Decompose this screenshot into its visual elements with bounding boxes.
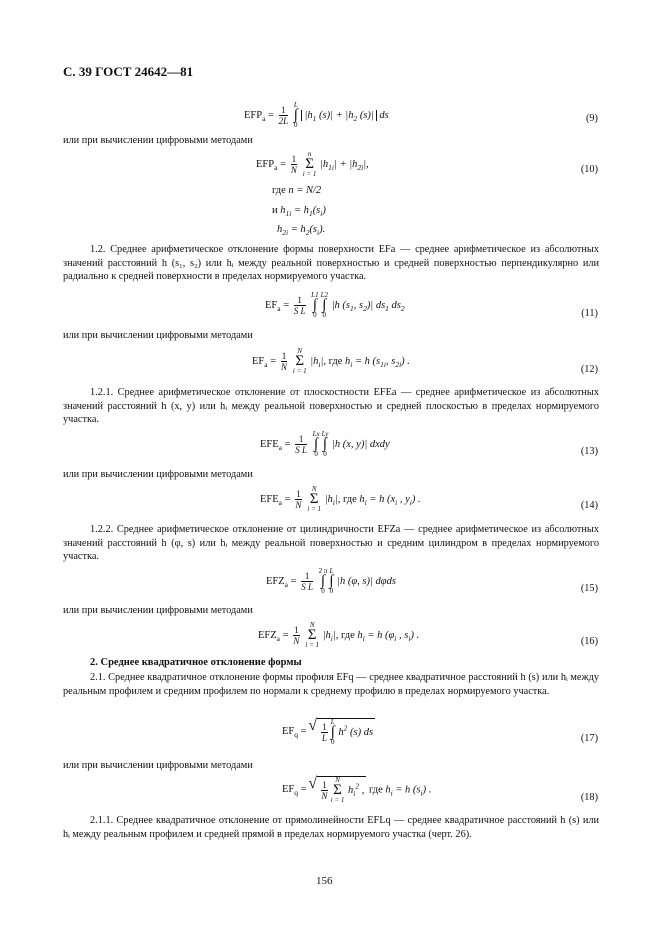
formula-10: $EFP_a$ = $\frac{1}{N}$ n Σ i = 1 $|h_{1i}| + |h_{2i}|$, <box>256 150 369 178</box>
equation-number-9: (9) <box>585 113 598 124</box>
digital-methods-label: или при вычислении цифровыми методами <box>63 135 253 146</box>
digital-methods-label: или при вычислении цифровыми методами <box>63 469 253 480</box>
equation-number-17: (17) <box>580 733 598 744</box>
formula-11: $EF_a$ = $\frac{1}{\text{S L}}$ L1 ∫ 0 L2 ∫ 0 |h ($s_1$, $s_2)|$ $ds_1$ $ds_2$ <box>265 291 405 319</box>
paragraph-1-2: 1.2. Среднее арифметическое отклонение формы поверхности EFa — среднее арифметическое из абсолютных значений расстояний h (s₁, s₂) или hᵢ между реальной поверхностью и средней поверхностью перпендикулярно или радиально к средней поверхности в пределах нормируемого участка. <box>63 244 599 283</box>
equation-number-15: (15) <box>580 583 598 594</box>
page-header: С. 39 ГОСТ 24642—81 <box>63 64 194 79</box>
digital-methods-label: или при вычислении цифровыми методами <box>63 760 253 771</box>
paragraph-2-1: 2.1. Среднее квадратичное отклонение формы профиля EFq — среднее квадратичное расстояний h (s) или hᵢ между реальным профилем и средним профилем по нормали к среднему профилю в пределах нормируемого участка. <box>63 672 599 697</box>
equation-number-16: (16) <box>580 636 598 647</box>
digital-methods-label: или при вычислении цифровыми методами <box>63 605 253 616</box>
formula-17: $EF_q$ = √ $\frac{1}{L}$ L ∫ 0 $h^2$ (s) ds <box>282 718 375 746</box>
formula-16: $EFZ_a$ = $\frac{1}{N}$ N Σ i = 1 $|h_i|$, где $h_i = h$ ($\varphi_i$ , $s_i$) . <box>258 621 420 649</box>
condition-h2: $h_{2i} = h_2(s_i)$. <box>277 224 326 238</box>
paragraph-2-1-1: 2.1.1. Среднее квадратичное отклонение от прямолинейности EFLq — среднее квадратичное расстояний h (s) или hᵢ между реальным профилем и средней прямой в пределах нормируемого участка (черт. 26). <box>63 815 599 840</box>
equation-number-10: (10) <box>580 164 598 175</box>
formula-9: $EFP_a$ = $\frac{1}{2L}$ L ∫ 0 $|h_1$ $(s)| + |h_2$ (s)| ds <box>244 101 389 129</box>
equation-number-14: (14) <box>580 500 598 511</box>
section-2-heading: 2. Среднее квадратичное отклонение формы <box>90 657 302 668</box>
condition-h1: и $h_{1i} = h_1(s_i)$ <box>272 205 326 219</box>
formula-14: $EFE_a$ = $\frac{1}{N}$ N Σ i = 1 $|h_i|$, где $h_i = h$ ($x_i$ , $y_i$) . <box>260 485 421 513</box>
equation-number-13: (13) <box>580 446 598 457</box>
formula-18: $EF_q$ = √ $\frac{1}{N}$ N Σ i = 1 $h_i^2$ , где $h_i = h$ $(s_i)$ . <box>282 776 431 804</box>
condition-n: где n = N/2 <box>272 185 322 196</box>
formula-13: $EFE_a$ = $\frac{1}{\text{S L}}$ Lx ∫ 0 Ly ∫ 0 |h (x, y)| dxdy <box>260 430 390 458</box>
formula-12: $EF_a$ = $\frac{1}{N}$ N Σ i = 1 $|h_i|$, где $h_i = h$ ($s_{1i}$, $s_{2i}$) . <box>252 347 410 375</box>
equation-number-18: (18) <box>580 792 598 803</box>
formula-15: $EFZ_a$ = $\frac{1}{\text{S L}}$ 2 π ∫ 0 L ∫ 0 |h (φ, s)| dφds <box>266 567 396 595</box>
equation-number-11: (11) <box>581 308 598 319</box>
paragraph-1-2-2: 1.2.2. Среднее арифметическое отклонение от цилиндричности EFZa — среднее арифметическое из абсолютных значений расстояний h (φ, s) или hᵢ между реальной поверхностью и средним цилиндром в пределах нормируемого участка. <box>63 524 599 563</box>
paragraph-1-2-1: 1.2.1. Среднее арифметическое отклонение от плоскостности EFEa — среднее арифметическое из абсолютных значений расстояний h (x, y) или hᵢ между реальной поверхностью и средней плоскостью в пределах нормируемого участка. <box>63 387 599 426</box>
equation-number-12: (12) <box>580 364 598 375</box>
digital-methods-label: или при вычислении цифровыми методами <box>63 330 253 341</box>
page-number: 156 <box>316 875 333 887</box>
